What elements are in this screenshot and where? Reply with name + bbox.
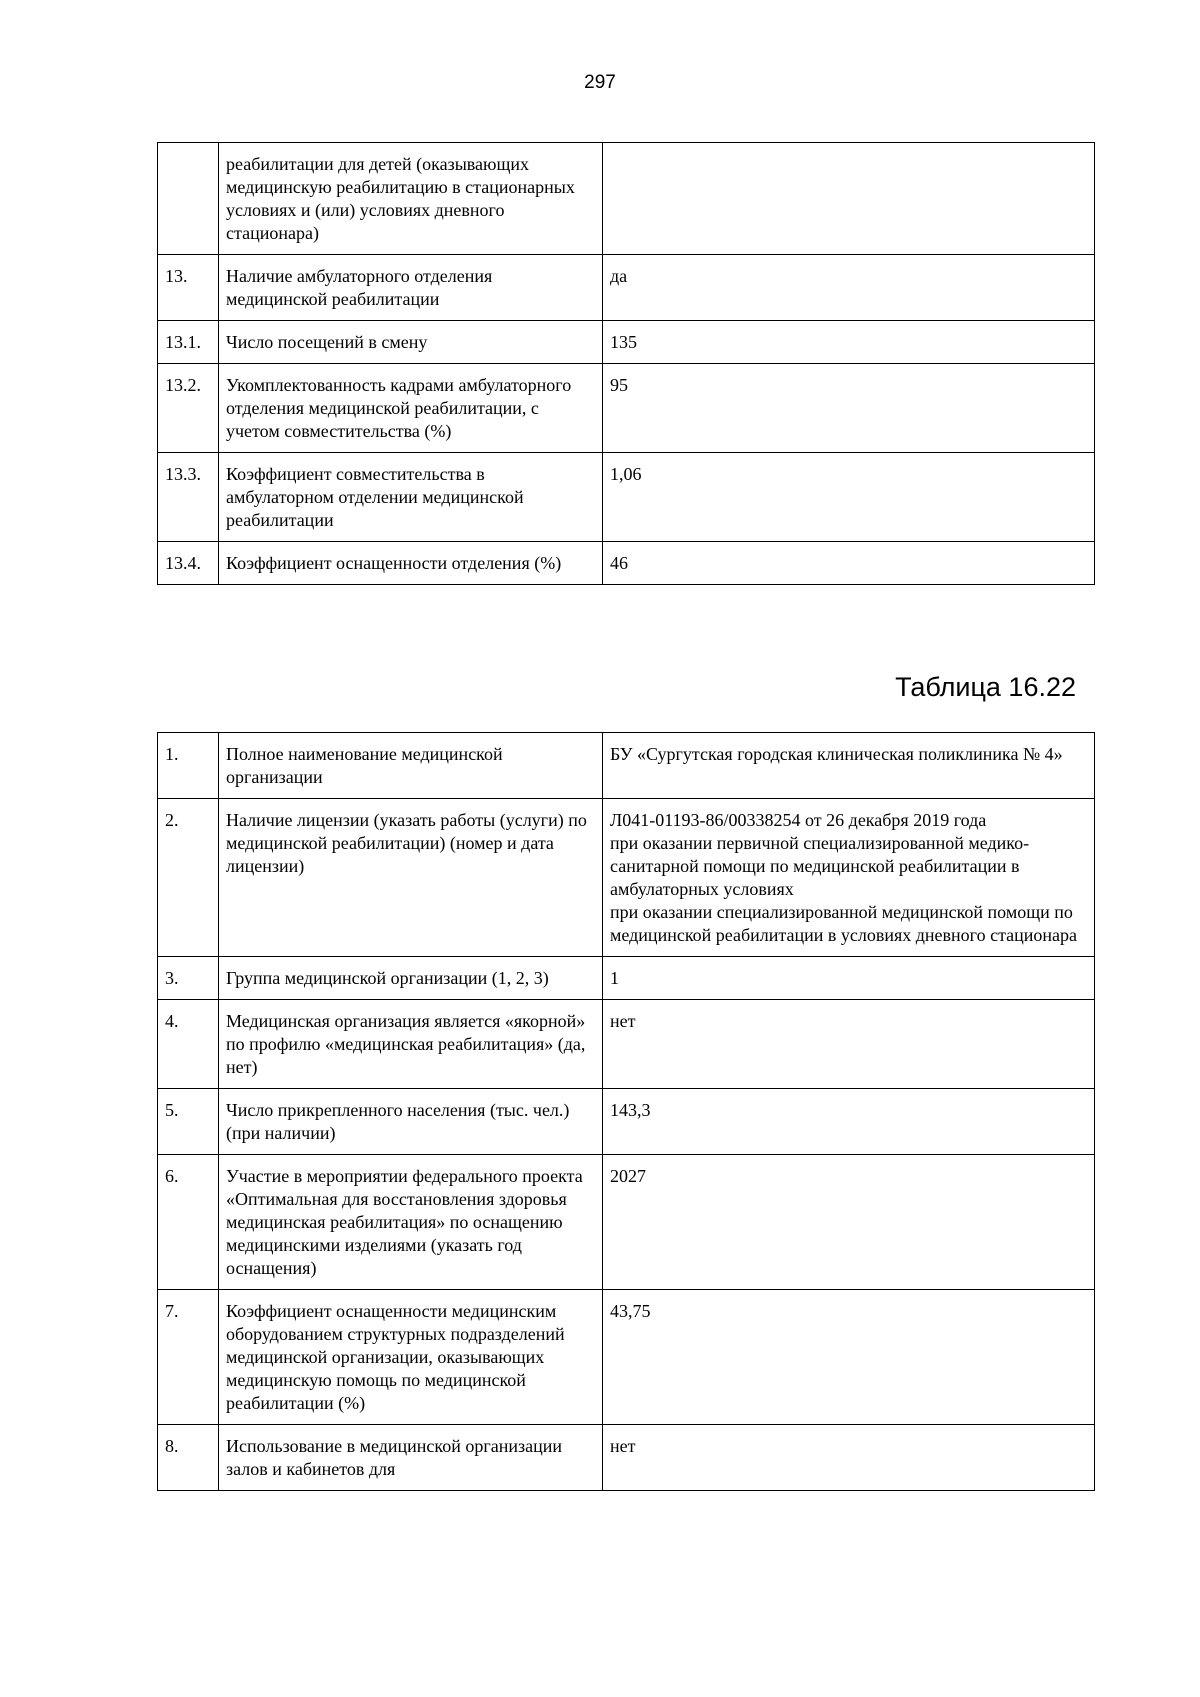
table-row [158, 733, 1095, 799]
table-row [158, 1425, 1095, 1491]
row-value-cell: нет [603, 1000, 1095, 1089]
table-row [158, 1290, 1095, 1425]
row-label-cell: Наличие лицензии (указать работы (услуги) по медицинской реабилитации) (номер и дата лицензии) [219, 799, 603, 957]
row-value-cell: БУ «Сургутская городская клиническая поликлиника № 4» [603, 733, 1095, 799]
row-number-cell: 13. [158, 255, 219, 321]
row-value-cell: 1,06 [603, 453, 1095, 542]
table-continued [157, 142, 1095, 585]
table-row [158, 1000, 1095, 1089]
row-value-cell: 95 [603, 364, 1095, 453]
row-value-cell: 43,75 [603, 1290, 1095, 1425]
row-label-cell: Группа медицинской организации (1, 2, 3) [219, 957, 603, 1000]
table-row [158, 255, 1095, 321]
row-number-cell [158, 143, 219, 255]
row-value-cell: нет [603, 1425, 1095, 1491]
table-row [158, 1155, 1095, 1290]
row-number-cell: 1. [158, 733, 219, 799]
row-label-cell: Полное наименование медицинской организации [219, 733, 603, 799]
row-value-cell: 135 [603, 321, 1095, 364]
row-number-cell: 8. [158, 1425, 219, 1491]
table-row [158, 143, 1095, 255]
table-caption: Таблица 16.22 [895, 672, 1076, 702]
table-row [158, 321, 1095, 364]
row-label-cell: Укомплектованность кадрами амбулаторного отделения медицинской реабилитации, с учетом совместительства (%) [219, 364, 603, 453]
table-row [158, 453, 1095, 542]
table-16-22 [157, 732, 1095, 1491]
row-number-cell: 2. [158, 799, 219, 957]
row-value-cell: 143,3 [603, 1089, 1095, 1155]
row-number-cell: 3. [158, 957, 219, 1000]
row-value-cell: Л041-01193-86/00338254 от 26 декабря 2019 года при оказании первичной специализированной медико-санитарной помощи по медицинской реабилитации в амбулаторных условиях при оказании специализированной медицинской помощи по медицинской реабилитации в условиях дневного стационара [603, 799, 1095, 957]
table-row [158, 364, 1095, 453]
row-number-cell: 13.2. [158, 364, 219, 453]
table-row [158, 1089, 1095, 1155]
row-label-cell: Коэффициент оснащенности отделения (%) [219, 542, 603, 585]
table-row [158, 957, 1095, 1000]
table-body [158, 143, 1095, 585]
row-value-cell: 46 [603, 542, 1095, 585]
row-label-cell: Медицинская организация является «якорной» по профилю «медицинская реабилитация» (да, нет) [219, 1000, 603, 1089]
row-number-cell: 4. [158, 1000, 219, 1089]
table-body [158, 733, 1095, 1491]
table-row [158, 799, 1095, 957]
row-number-cell: 13.4. [158, 542, 219, 585]
row-number-cell: 5. [158, 1089, 219, 1155]
table-row [158, 542, 1095, 585]
row-number-cell: 7. [158, 1290, 219, 1425]
row-value-cell [603, 143, 1095, 255]
row-label-cell: Коэффициент оснащенности медицинским оборудованием структурных подразделений медицинской организации, оказывающих медицинскую помощь по медицинской реабилитации (%) [219, 1290, 603, 1425]
row-number-cell: 13.1. [158, 321, 219, 364]
row-value-cell: да [603, 255, 1095, 321]
row-value-cell: 1 [603, 957, 1095, 1000]
page-number: 297 [584, 72, 616, 93]
row-label-cell: Коэффициент совместительства в амбулаторном отделении медицинской реабилитации [219, 453, 603, 542]
row-number-cell: 6. [158, 1155, 219, 1290]
row-label-cell: Наличие амбулаторного отделения медицинской реабилитации [219, 255, 603, 321]
row-number-cell: 13.3. [158, 453, 219, 542]
row-value-cell: 2027 [603, 1155, 1095, 1290]
row-label-cell: Число прикрепленного населения (тыс. чел.) (при наличии) [219, 1089, 603, 1155]
row-label-cell: Число посещений в смену [219, 321, 603, 364]
row-label-cell: Участие в мероприятии федерального проекта «Оптимальная для восстановления здоровья медицинская реабилитация» по оснащению медицинскими изделиями (указать год оснащения) [219, 1155, 603, 1290]
row-label-cell: реабилитации для детей (оказывающих медицинскую реабилитацию в стационарных условиях и (или) условиях дневного стационара) [219, 143, 603, 255]
row-label-cell: Использование в медицинской организации залов и кабинетов для [219, 1425, 603, 1491]
